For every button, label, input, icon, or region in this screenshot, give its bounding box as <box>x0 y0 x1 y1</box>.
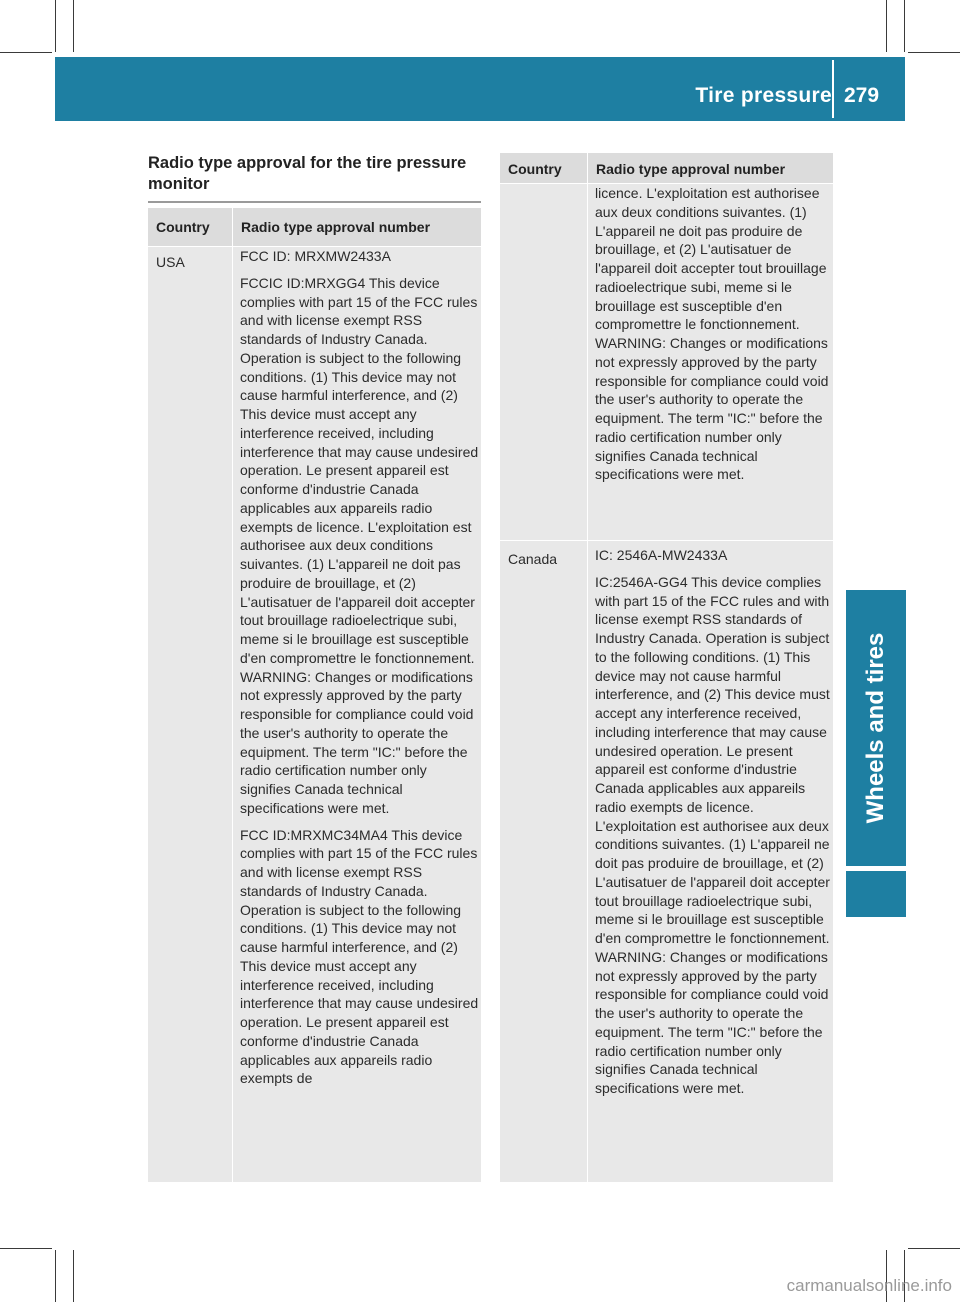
section-title: Radio type approval for the tire pressure monitor <box>148 154 467 193</box>
right-table-header <box>500 153 833 183</box>
crop-mark <box>73 0 74 52</box>
page-number: 279 <box>844 84 880 107</box>
left-table-header <box>148 208 481 246</box>
crop-mark <box>908 1248 960 1249</box>
approval-paragraph: FCC ID:MRXMC34MA4 This device complies with part 15 of the FCC rules and with license exempt RSS standards of Industry Canada. Operation is subject to the following conditions. (1) This device may not cause harmful interference, and (2) This device must accept any interference received, including interference that may cause undesired operation. Le present appareil est conforme d'industrie Canada applicables aux appareils radio exempts de <box>240 826 479 1087</box>
continued-text-cell <box>595 184 831 492</box>
header-divider <box>832 60 834 118</box>
crop-mark <box>73 1250 74 1302</box>
approval-number-cell <box>595 546 831 1106</box>
header-country: Country <box>508 161 562 177</box>
crop-mark <box>55 0 56 52</box>
country-cell: Canada <box>508 551 558 567</box>
approval-paragraph: IC:2546A-GG4 This device complies with part 15 of the FCC rules and with license exempt RSS standards of Industry Canada. Operation is subject to the following conditions. (1) This device may not cause harmful interference, and (2) This device must accept any interference received, including interference that may cause undesired operation. Le present appareil est conforme d'industrie Canada applicables aux appareils radio exempts de licence. L'exploitation est authorisee aux deux conditions suivantes. (1) L'appareil ne doit pas produire de brouillage, et (2) L'autisatuer de l'appareil doit accepter tout brouillage radioelectrique subi, meme si le brouillage est susceptible d'en compromettre le fonctionnement. WARNING: Changes or modifications not expressly approved by the party responsible for compliance could void the user's authority to operate the equipment. The term "IC:" before the radio certification number only signifies Canada technical specifications were met. <box>595 573 830 1096</box>
crop-mark <box>886 0 887 52</box>
right-table-body <box>500 184 833 1182</box>
side-tab-marker <box>846 871 906 917</box>
watermark: carmanualsonline.info <box>786 1276 952 1295</box>
approval-paragraph: FCC ID: MRXMW2433A <box>240 248 391 264</box>
approval-number-cell <box>240 247 479 1096</box>
crop-mark <box>0 1248 52 1249</box>
crop-mark <box>904 0 905 52</box>
header-approval-number: Radio type approval number <box>596 161 786 177</box>
approval-paragraph: FCCIC ID:MRXGG4 This device complies with part 15 of the FCC rules and with license exempt RSS standards of Industry Canada. Operation is subject to the following conditions. (1) This device may not cause harmful interference, and (2) This device must accept any interference received, including interference that may cause undesired operation. Le present appareil est conforme d'industrie Canada applicables aux appareils radio exempts de licence. L'exploitation est authorisee aux deux conditions suivantes. (1) L'appareil ne doit pas produire de brouillage, et (2) L'autisatuer de l'appareil doit accepter tout brouillage radioelectrique subi, meme si le brouillage est susceptible d'en compromettre le fonctionnement. WARNING: Changes or modifications not expressly approved by the party responsible for compliance could void the user's authority to operate the equipment. The term "IC:" before the radio certification number only signifies Canada technical specifications were met. <box>240 274 479 816</box>
crop-mark <box>0 52 52 53</box>
side-tab-label: Wheels and tires <box>862 632 889 824</box>
chapter-title: Tire pressure <box>695 84 832 107</box>
title-rule <box>148 201 481 203</box>
header-approval-number: Radio type approval number <box>241 219 431 235</box>
country-cell: USA <box>156 254 185 270</box>
approval-paragraph: licence. L'exploitation est authorisee aux deux conditions suivantes. (1) L'appareil ne doit pas produire de brouillage, et (2) L'autisatuer de l'appareil doit accepter tout brouillage radioelectrique subi, meme si le brouillage est susceptible d'en compromettre le fonctionnement. WARNING: Changes or modifications not expressly approved by the party responsible for compliance could void the user's authority to operate the equipment. The term "IC:" before the radio certification number only signifies Canada technical specifications were met. <box>595 185 829 483</box>
approval-paragraph: IC: 2546A-MW2433A <box>595 547 728 563</box>
left-table-body <box>148 247 481 1182</box>
crop-mark <box>55 1250 56 1302</box>
header-country: Country <box>156 219 210 235</box>
crop-mark <box>908 52 960 53</box>
